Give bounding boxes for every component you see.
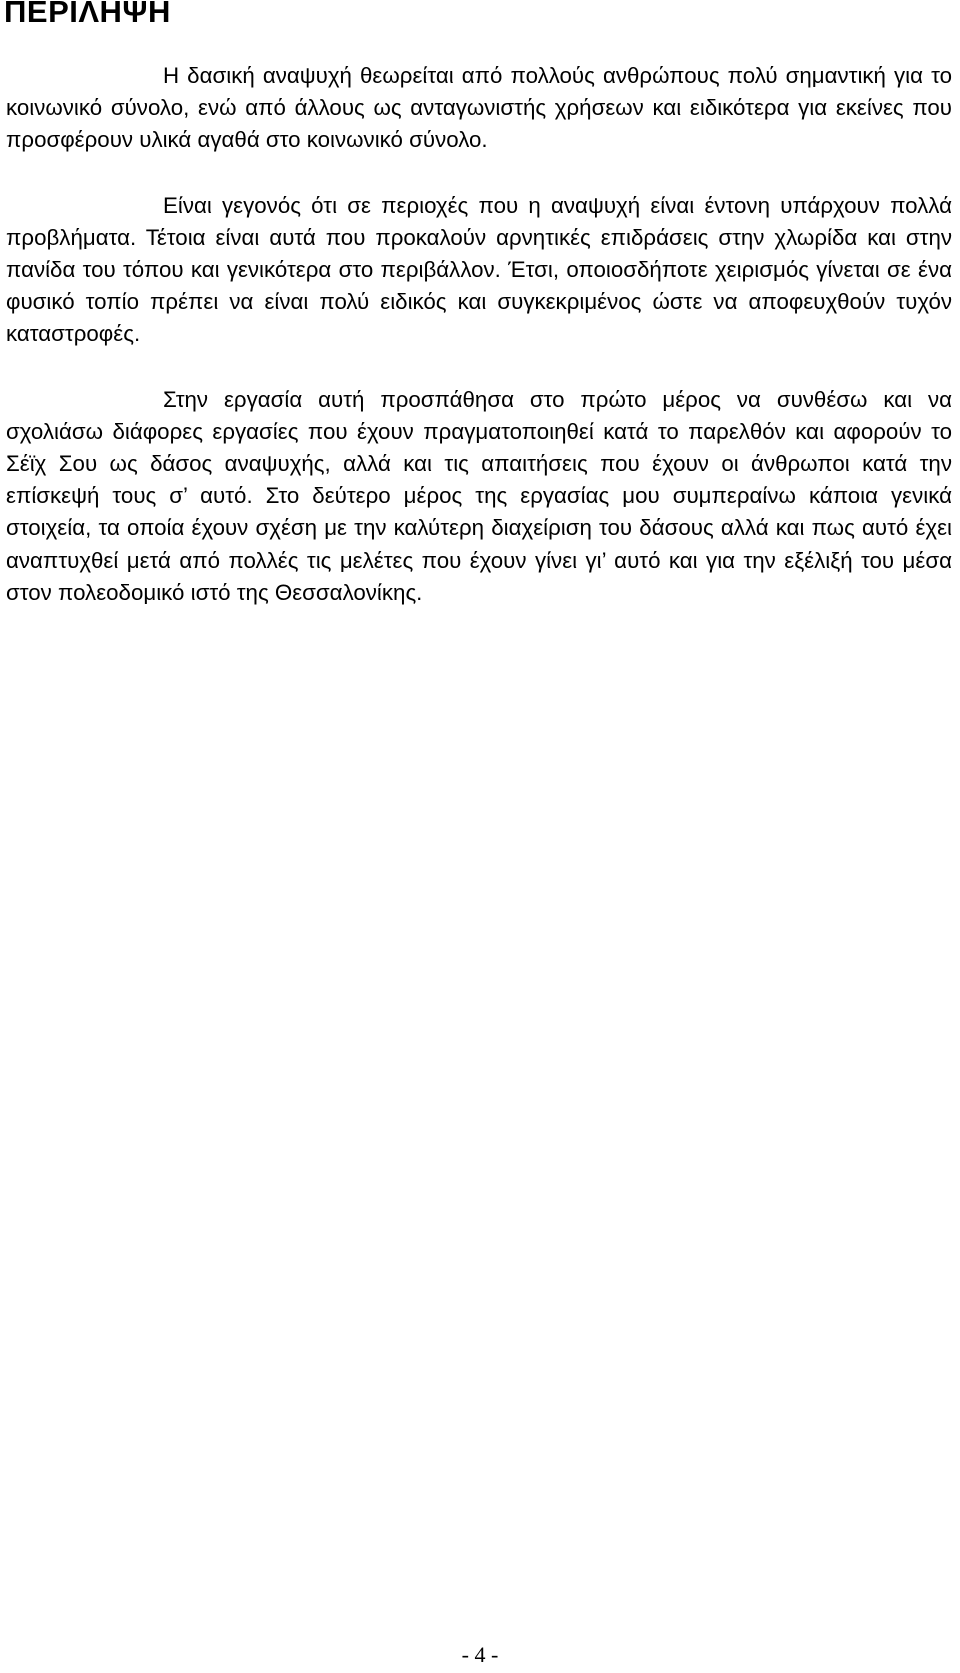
page-title: ΠΕΡΙΛΗΨΗ [4,0,171,29]
page-number: - 4 - [461,1642,499,1667]
abstract-body [6,60,952,609]
paragraph-1: Η δασική αναψυχή θεωρείται από πολλούς ανθρώπους πολύ σημαντική για το κοινωνικό σύνολο, ενώ από άλλους ως ανταγωνιστής χρήσεων και ειδικότερα για εκείνες που προσφέρουν υλικά αγαθά στο κοινωνικό σύνολο. [6,63,952,153]
paragraph-3: Στην εργασία αυτή προσπάθησα στο πρώτο μέρος να συνθέσω και να σχολιάσω διάφορες εργασίες που έχουν πραγματοποιηθεί κατά το παρελθόν και αφορούν το Σέϊχ Σου ως δάσος αναψυχής, αλλά και τις απαιτήσεις που έχουν οι άνθρωποι κατά την επίσκεψή τους σ’ αυτό. Στο δεύτερο μέρος της εργασίας μου συμπεραίνω κάποια γενικά στοιχεία, τα οποία έχουν σχέση με την καλύτερη διαχείριση του δάσους αλλά και πως αυτό έχει αναπτυχθεί μετά από πολλές τις μελέτες που έχουν γίνει γι’ αυτό και για την εξέλιξή του μέσα στον πολεοδομικό ιστό της Θεσσαλονίκης. [6,386,952,605]
paragraph-2: Είναι γεγονός ότι σε περιοχές που η αναψυχή είναι έντονη υπάρχουν πολλά προβλήματα. Τέτοια είναι αυτά που προκαλούν αρνητικές επιδράσεις στην χλωρίδα και στην πανίδα του τόπου και γενικότερα στο περιβάλλον. Έτσι, οποιοσδήποτε χειρισμός γίνεται σε ένα φυσικό τοπίο πρέπει να είναι πολύ ειδικός και συγκεκριμένος ώστε να αποφευχθούν τυχόν καταστροφές. [6,192,952,347]
